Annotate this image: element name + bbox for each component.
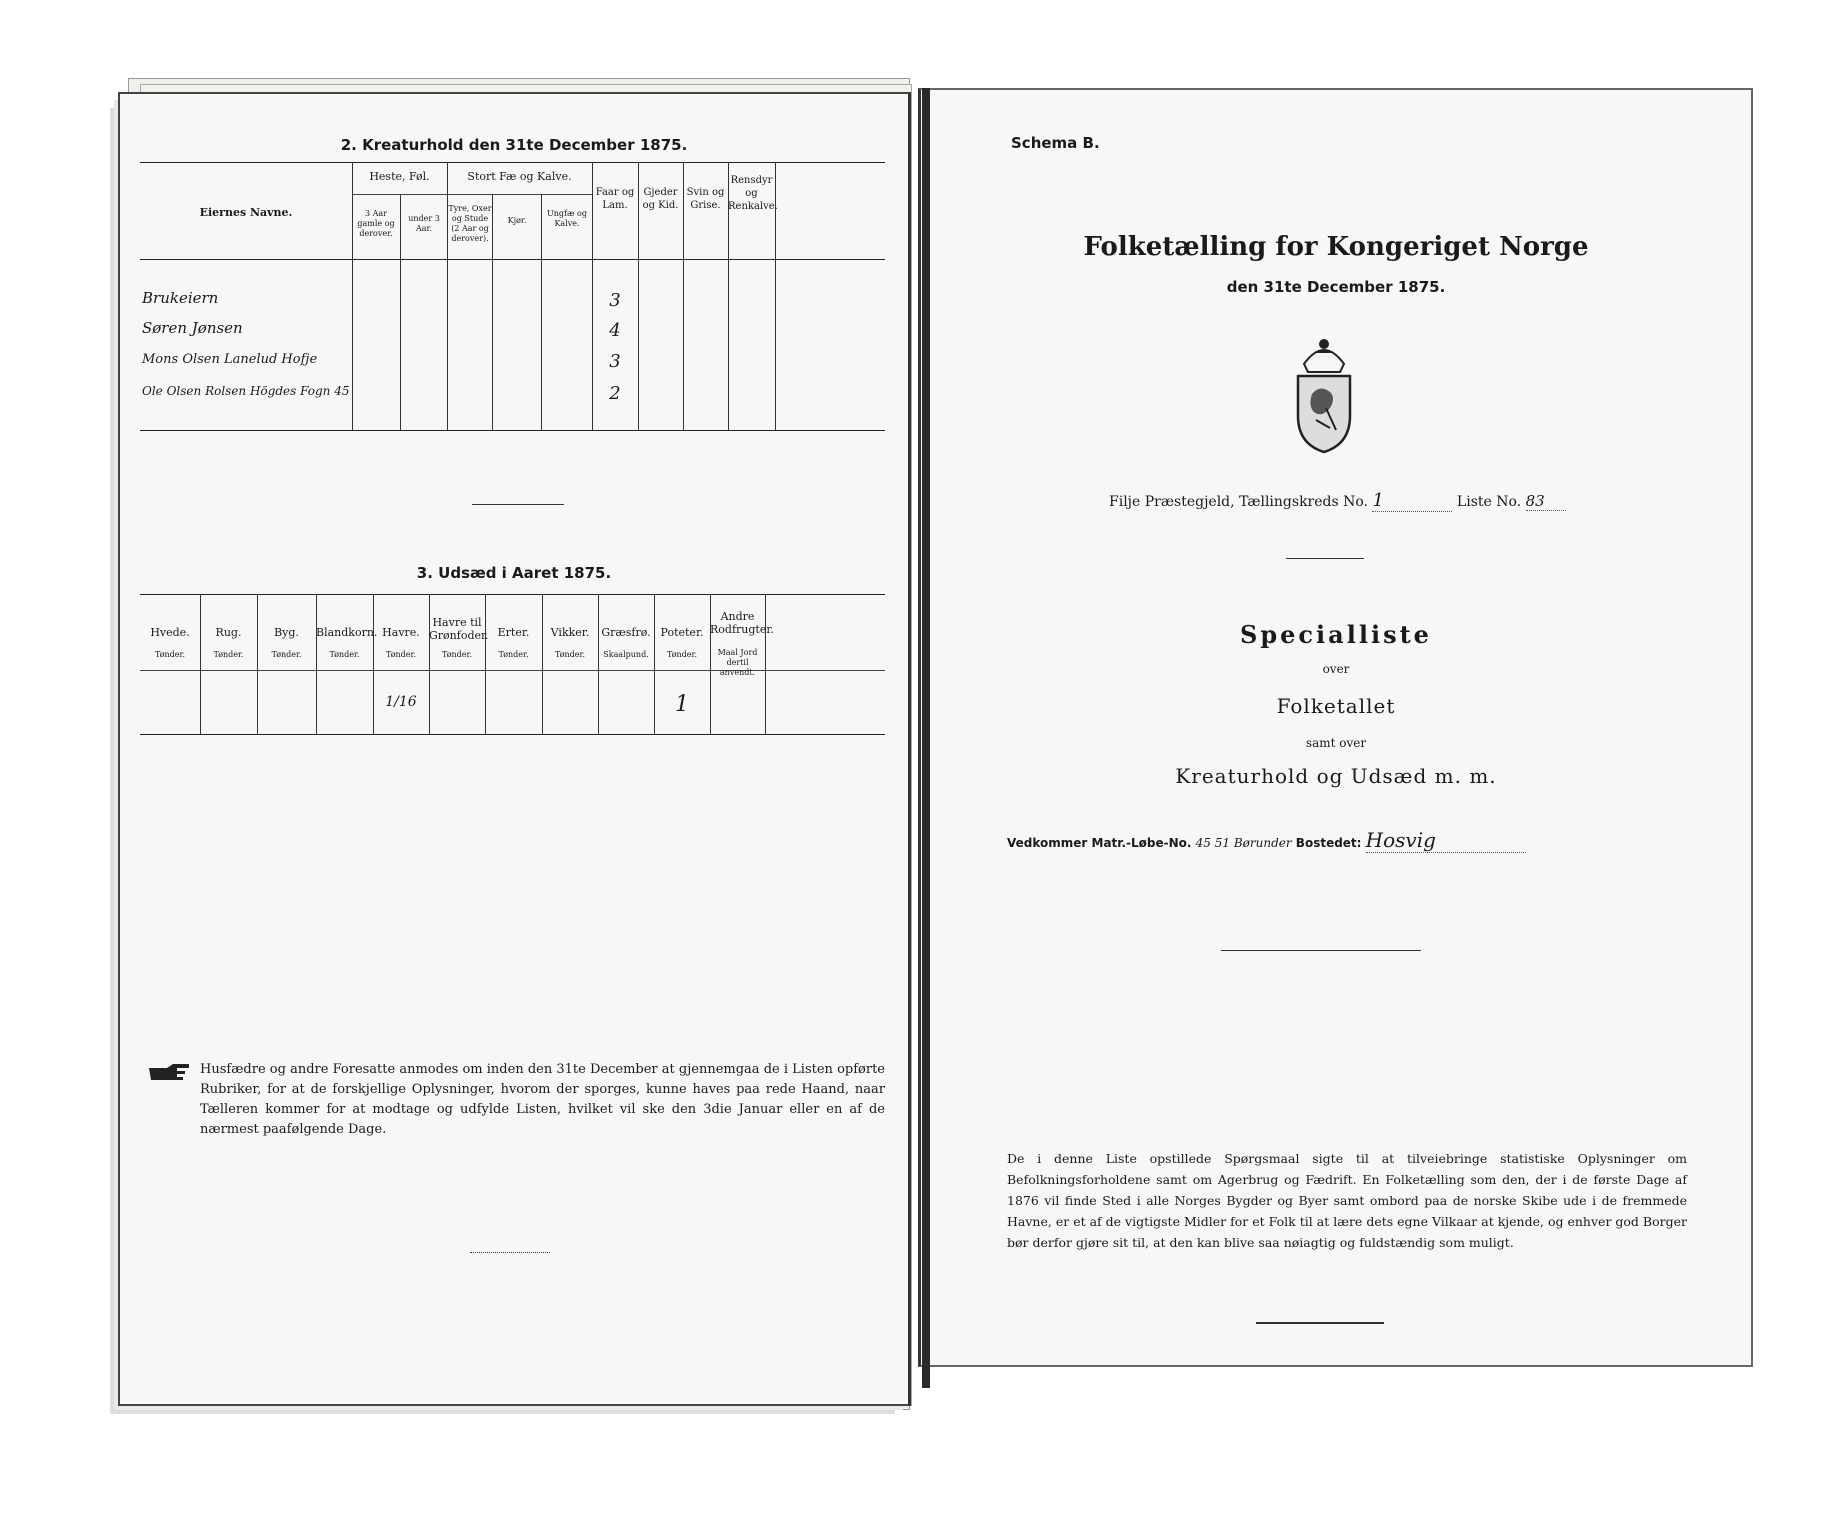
unit-havre: Tønder. bbox=[385, 650, 417, 659]
right-page bbox=[918, 88, 1753, 1367]
col-divider bbox=[542, 594, 543, 734]
census-title: Folketælling for Kongeriget Norge bbox=[1083, 232, 1589, 262]
col-tyre: Tyre, Oxer og Stude (2 Aar og derover). bbox=[448, 204, 492, 243]
separator bbox=[1256, 1322, 1384, 1324]
owner-row-2: Søren Jønsen bbox=[142, 319, 243, 337]
crop-erter: Erter. bbox=[497, 626, 530, 639]
crop-andre-rodfrugter: Andre Rodfrugter. bbox=[710, 610, 774, 636]
kreds-label: Tællingskreds No. bbox=[1239, 494, 1369, 510]
owner-row-3: Mons Olsen Lanelud Hofje bbox=[142, 352, 318, 367]
crop-blandkorn: Blandkorn. bbox=[316, 626, 378, 639]
table2-header-rule bbox=[140, 259, 885, 260]
unit-graesfro: Skaalpund. bbox=[603, 650, 649, 659]
unit-havre-gronfoder: Tønder. bbox=[441, 650, 473, 659]
crop-havre: Havre. bbox=[382, 626, 420, 639]
col-heste-under3: under 3 Aar. bbox=[408, 214, 440, 233]
col-divider bbox=[257, 594, 258, 734]
unit-blandkorn: Tønder. bbox=[329, 650, 360, 659]
faar-row-3: 3 bbox=[609, 351, 621, 372]
col-divider bbox=[447, 162, 448, 430]
faar-row-1: 3 bbox=[609, 290, 621, 311]
census-date: den 31te December 1875. bbox=[1226, 278, 1446, 296]
stort-fae-header: Stort Fæ og Kalve. bbox=[467, 170, 572, 183]
col-divider bbox=[429, 594, 430, 734]
table3-top-rule bbox=[140, 594, 885, 595]
col-divider bbox=[373, 594, 374, 734]
samt-over-text: samt over bbox=[1305, 736, 1367, 750]
heste-header: Heste, Føl. bbox=[369, 170, 430, 183]
unit-poteter: Tønder. bbox=[666, 650, 698, 659]
liste-label: Liste No. bbox=[1456, 494, 1522, 510]
kreaturhold-text: Kreaturhold og Udsæd m. m. bbox=[1175, 764, 1497, 788]
section3-title: 3. Udsæd i Aaret 1875. bbox=[416, 564, 612, 582]
table2-top-rule bbox=[140, 162, 885, 163]
unit-erter: Tønder. bbox=[498, 650, 529, 659]
table2-group-rule bbox=[352, 194, 592, 195]
crop-vikker: Vikker. bbox=[550, 626, 590, 639]
prestegjeld-label: Præstegjeld, bbox=[1144, 494, 1235, 510]
binding-spine bbox=[922, 88, 930, 1388]
poteter-value: 1 bbox=[675, 692, 689, 717]
col-faar: Faar og Lam. bbox=[595, 187, 635, 211]
havre-value: 1/16 bbox=[385, 694, 417, 710]
table3-header-rule bbox=[140, 670, 885, 671]
col-ungfae: Ungfæ og Kalve. bbox=[547, 209, 587, 228]
liste-number: 83 bbox=[1526, 492, 1566, 511]
crop-havre-gronfoder: Havre til Grønfoder. bbox=[429, 616, 489, 642]
matrikkel-line bbox=[1007, 828, 1526, 853]
crop-hvede: Hvede. bbox=[150, 626, 190, 639]
folketallet-text: Folketallet bbox=[1276, 694, 1396, 718]
district-line bbox=[1109, 490, 1566, 512]
unit-byg: Tønder. bbox=[271, 650, 302, 659]
prestegjeld-name: Filje bbox=[1109, 494, 1141, 510]
col-heste-3aar: 3 Aar gamle og derover. bbox=[357, 209, 395, 238]
owner-header: Eiernes Navne. bbox=[199, 206, 293, 219]
info-text: De i denne Liste opstillede Spørgsmaal sigte til at tilveiebringe statistiske Oplysninger om Befolkningsforholdene samt om Agerbrug og Fædrift. En Folketælling som den, der i de første Dage af 1876 vil finde Sted i alle Norges Bygder og Byer samt ombord paa de norske Skibe ude i de fremmede Havne, er et af de vigtigste Midler for et Folk til at lære dets egne Vilkaar at kjende, og enhver god Borger bør derfor gjøre sit til, at den kan blive saa nøiagtig og fuldstændig som muligt. bbox=[1007, 1151, 1687, 1250]
crop-byg: Byg. bbox=[274, 626, 299, 639]
bostedet-label: Bostedet: bbox=[1295, 836, 1362, 850]
col-gjeder: Gjeder og Kid. bbox=[642, 187, 679, 211]
separator bbox=[1286, 558, 1364, 559]
section2-title: 2. Kreaturhold den 31te December 1875. bbox=[340, 136, 688, 154]
crop-graesfro: Græsfrø. bbox=[601, 626, 651, 639]
faar-row-2: 4 bbox=[609, 320, 621, 341]
owner-row-1: Brukeiern bbox=[142, 289, 219, 307]
col-kjor: Kjør. bbox=[507, 216, 527, 225]
kreds-number: 1 bbox=[1372, 490, 1452, 512]
pointing-hand-icon bbox=[147, 1062, 193, 1082]
faar-row-4: 2 bbox=[609, 383, 621, 404]
col-divider bbox=[316, 594, 317, 734]
schema-label: Schema B. bbox=[1011, 134, 1100, 152]
notice-text: Husfædre og andre Foresatte anmodes om inden den 31te December at gjennemgaa de i Listen opførte Rubriker, for at de forskjellige Oplysninger, hvorom der sporges, kunne haves paa rede Haand, naar Tælleren kommer for at modtage og udfylde Listen, hvilket vil ske den 3die Januar eller en af de nærmest paafølgende Dage. bbox=[200, 1062, 885, 1137]
col-divider bbox=[765, 594, 766, 734]
separator bbox=[472, 504, 564, 505]
col-svin: Svin og Grise. bbox=[686, 187, 725, 211]
col-divider bbox=[352, 162, 353, 430]
crop-rug: Rug. bbox=[215, 626, 242, 639]
matrikkel-number: 45 51 Børunder bbox=[1195, 836, 1292, 850]
col-divider bbox=[200, 594, 201, 734]
separator bbox=[470, 1252, 550, 1253]
col-divider bbox=[598, 594, 599, 734]
separator bbox=[1221, 950, 1421, 951]
bostedet-value: Hosvig bbox=[1366, 828, 1526, 853]
unit-andre-rodfrugter: Maal Jord dertil anvendt. bbox=[717, 648, 758, 677]
specialliste-title: Specialliste bbox=[1240, 620, 1432, 649]
coat-of-arms-icon bbox=[1286, 334, 1362, 454]
unit-vikker: Tønder. bbox=[554, 650, 586, 659]
over-text: over bbox=[1322, 662, 1350, 676]
vedkommer-label: Vedkommer Matr.-Løbe-No. bbox=[1007, 836, 1192, 850]
col-rensdyr: Rensdyr og Renkalve. bbox=[728, 175, 778, 212]
table2-bottom-rule bbox=[140, 430, 885, 431]
crop-poteter: Poteter. bbox=[660, 626, 704, 639]
table3-bottom-rule bbox=[140, 734, 885, 735]
owner-row-4: Ole Olsen Rolsen Högdes Fogn 45 bbox=[142, 384, 350, 398]
col-divider bbox=[492, 194, 493, 430]
col-divider bbox=[541, 194, 542, 430]
unit-hvede: Tønder. bbox=[154, 650, 186, 659]
left-page bbox=[118, 92, 911, 1406]
unit-rug: Tønder. bbox=[213, 650, 244, 659]
col-divider bbox=[485, 594, 486, 734]
